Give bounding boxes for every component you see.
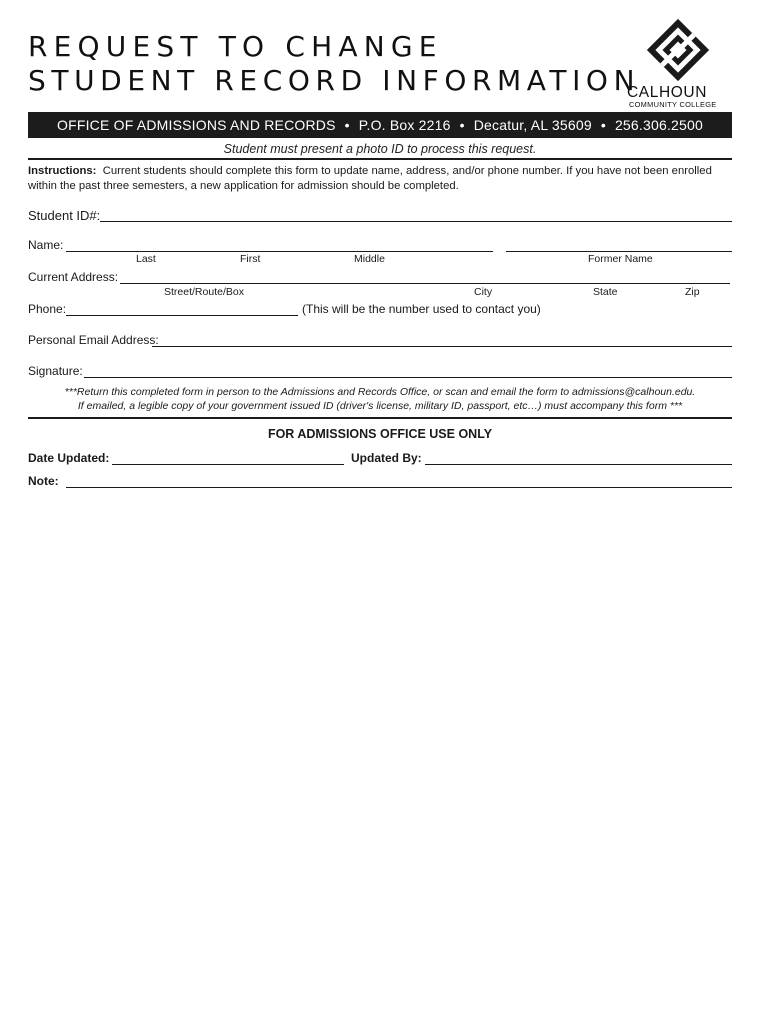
divider bbox=[28, 158, 732, 160]
name-first-caption: First bbox=[240, 253, 261, 265]
form-title-line2: STUDENT RECORD INFORMATION bbox=[28, 64, 641, 97]
form-title-line1: REQUEST TO CHANGE bbox=[28, 30, 443, 63]
return-note-line1: ***Return this completed form in person to the Admissions and Records Office, or scan and email the form to admissions@calhoun.edu. bbox=[64, 386, 696, 398]
address-street-caption: Street/Route/Box bbox=[164, 286, 244, 298]
banner-city: Decatur, AL 35609 bbox=[473, 117, 592, 133]
former-name-caption: Former Name bbox=[588, 253, 653, 265]
instructions bbox=[28, 164, 732, 194]
bullet-separator: • bbox=[459, 117, 465, 133]
instructions-text: Current students should complete this form to update name, address, and/or phone number. If you have not been enrolled within the past three semesters, a new application for admission should be completed. bbox=[28, 165, 712, 192]
bullet-separator: • bbox=[344, 117, 350, 133]
banner-phone: 256.306.2500 bbox=[614, 117, 703, 133]
updated-by-field[interactable] bbox=[425, 464, 732, 465]
signature-label: Signature: bbox=[28, 364, 83, 378]
phone-note: (This will be the number used to contact you) bbox=[302, 302, 541, 316]
address-city-caption: City bbox=[474, 286, 493, 298]
date-updated-field[interactable] bbox=[112, 464, 344, 465]
office-banner bbox=[28, 112, 732, 138]
college-name: CALHOUN bbox=[627, 84, 707, 101]
email-label: Personal Email Address: bbox=[28, 333, 159, 347]
student-id-field[interactable] bbox=[100, 221, 732, 222]
name-label: Name: bbox=[28, 238, 64, 252]
former-name-field[interactable] bbox=[506, 251, 732, 252]
name-last-caption: Last bbox=[136, 253, 156, 265]
email-field[interactable] bbox=[152, 346, 732, 347]
college-subtitle: COMMUNITY COLLEGE bbox=[629, 100, 717, 109]
note-label: Note: bbox=[28, 474, 59, 488]
bullet-separator: • bbox=[600, 117, 606, 133]
office-use-header: FOR ADMISSIONS OFFICE USE ONLY bbox=[267, 427, 493, 441]
signature-field[interactable] bbox=[84, 377, 732, 378]
student-id-label: Student ID#: bbox=[28, 208, 101, 223]
banner-po-box: P.O. Box 2216 bbox=[358, 117, 451, 133]
address-field[interactable] bbox=[120, 283, 730, 284]
photo-id-note: Student must present a photo ID to process this request. bbox=[223, 142, 537, 156]
note-field[interactable] bbox=[66, 487, 732, 488]
name-field[interactable] bbox=[66, 251, 493, 252]
instructions-label: Instructions: bbox=[28, 165, 97, 177]
phone-label: Phone: bbox=[28, 302, 67, 316]
return-instructions bbox=[28, 385, 732, 413]
address-state-caption: State bbox=[593, 286, 618, 298]
address-label: Current Address: bbox=[28, 270, 119, 284]
banner-office: OFFICE OF ADMISSIONS AND RECORDS bbox=[57, 117, 336, 133]
updated-by-label: Updated By: bbox=[351, 451, 422, 465]
phone-field[interactable] bbox=[66, 315, 298, 316]
address-zip-caption: Zip bbox=[685, 286, 700, 298]
return-note-line2: If emailed, a legible copy of your government issued ID (driver's license, military ID, passport, etc…) must accompany this form *** bbox=[77, 400, 683, 412]
name-middle-caption: Middle bbox=[354, 253, 385, 265]
divider bbox=[28, 417, 732, 419]
date-updated-label: Date Updated: bbox=[28, 451, 110, 465]
